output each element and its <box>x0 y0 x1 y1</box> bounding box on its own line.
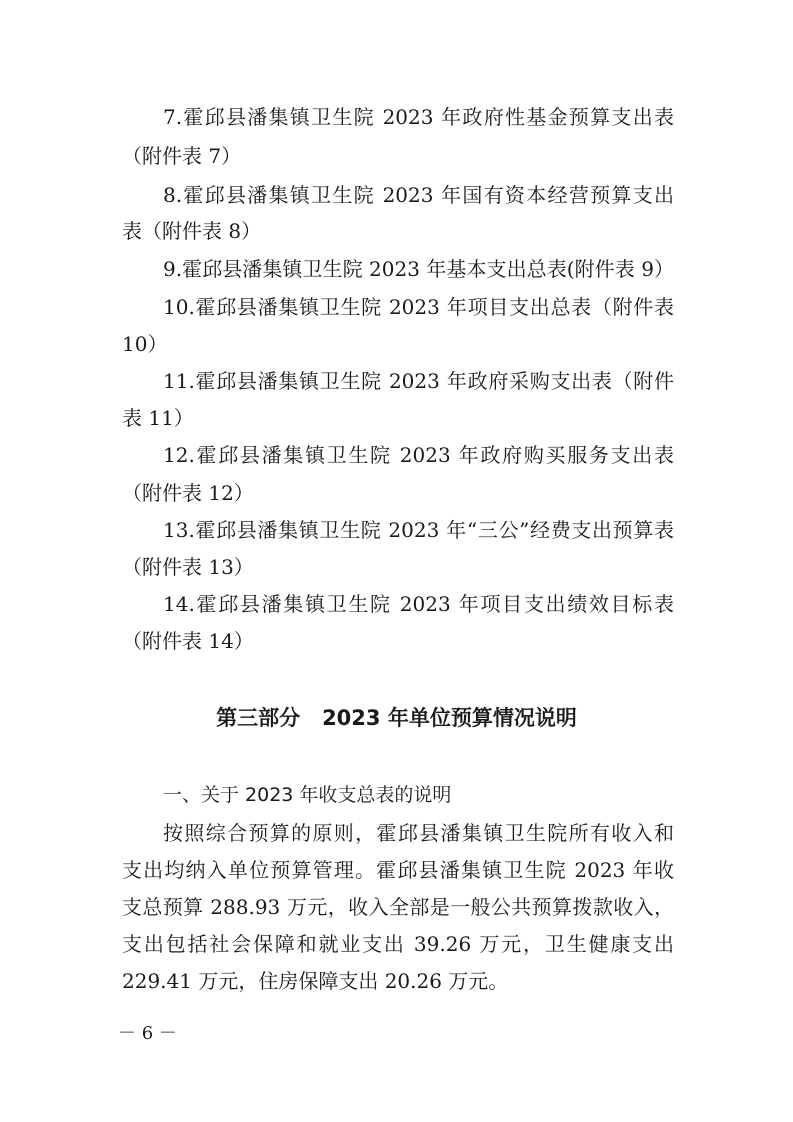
attachment-item-11-line2: 表 11） <box>122 406 194 430</box>
attachment-item-8-line1: 8.霍邱县潘集镇卫生院 2023 年国有资本经营预算支出 <box>163 183 674 207</box>
attachment-item-14-line1: 14.霍邱县潘集镇卫生院 2023 年项目支出绩效目标表 <box>163 592 674 616</box>
paragraph-line: 支总预算 288.93 万元，收入全部是一般公共预算拨款收入， <box>122 895 674 919</box>
attachment-item-7-line1: 7.霍邱县潘集镇卫生院 2023 年政府性基金预算支出表 <box>163 105 674 129</box>
attachment-item-12-line1: 12.霍邱县潘集镇卫生院 2023 年政府购买服务支出表 <box>163 443 674 467</box>
attachment-item-10-line1: 10.霍邱县潘集镇卫生院 2023 年项目支出总表（附件表 <box>163 295 674 319</box>
section-title: 第三部分 2023 年单位预算情况说明 <box>216 706 577 730</box>
attachment-item-12-line2: （附件表 12） <box>122 481 254 505</box>
attachment-item-14-line2: （附件表 14） <box>122 629 254 653</box>
page-number: － 6 － <box>118 1023 177 1044</box>
subheading: 一、关于 2023 年收支总表的说明 <box>163 784 452 806</box>
attachment-item-7-line2: （附件表 7） <box>122 144 242 168</box>
attachment-item-8-line2: 表（附件表 8） <box>122 219 262 243</box>
paragraph-line: 支出均纳入单位预算管理。霍邱县潘集镇卫生院 2023 年收 <box>122 858 674 882</box>
attachment-item-11-line1: 11.霍邱县潘集镇卫生院 2023 年政府采购支出表（附件 <box>163 369 674 393</box>
attachment-item-9-line1: 9.霍邱县潘集镇卫生院 2023 年基本支出总表(附件表 9） <box>163 257 674 281</box>
paragraph-line: 229.41 万元，住房保障支出 20.26 万元。 <box>122 969 509 993</box>
paragraph-line: 按照综合预算的原则，霍邱县潘集镇卫生院所有收入和 <box>163 821 674 845</box>
attachment-item-13-line2: （附件表 13） <box>122 555 254 579</box>
paragraph-line: 支出包括社会保障和就业支出 39.26 万元，卫生健康支出 <box>122 932 674 956</box>
attachment-item-10-line2: 10） <box>122 332 168 356</box>
attachment-item-13-line1: 13.霍邱县潘集镇卫生院 2023 年“三公”经费支出预算表 <box>163 518 674 542</box>
